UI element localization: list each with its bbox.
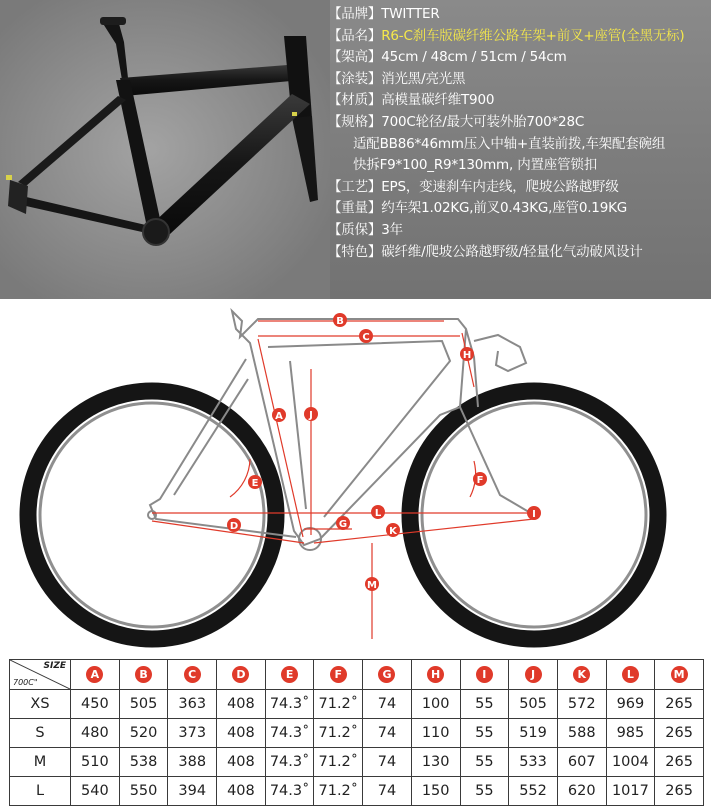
column-badge: C [184, 666, 201, 683]
spec-list [328, 4, 711, 263]
table-cell: 71.2˚ [314, 690, 363, 719]
table-cell: 74 [363, 719, 412, 748]
table-cell: 538 [119, 748, 168, 777]
spec-row [328, 69, 711, 91]
geometry-table [9, 659, 704, 806]
column-badge: F [330, 666, 347, 683]
spec-value: 45cm / 48cm / 51cm / 54cm [381, 49, 567, 66]
badge-e [248, 475, 262, 489]
table-cell: 74.3˚ [265, 748, 314, 777]
column-badge: D [232, 666, 249, 683]
wheel-size-label: 700C" [13, 678, 38, 687]
column-header-i [460, 660, 509, 690]
table-cell: 408 [217, 777, 266, 806]
table-row [10, 690, 704, 719]
badge-k [386, 523, 400, 537]
table-cell: 519 [509, 719, 558, 748]
badge-g-label: G [338, 519, 348, 530]
badge-i [527, 506, 541, 520]
spec-value: R6-C刹车版碳纤维公路车架+前叉+座管(全黑无标) [381, 27, 685, 44]
badge-c-label: C [362, 332, 370, 343]
column-badge: I [476, 666, 493, 683]
frame-outline [148, 311, 538, 550]
spec-row [328, 134, 711, 156]
spec-row [328, 26, 711, 48]
spec-row [328, 4, 711, 26]
spec-value: 适配BB86*46mm压入中轴+直装前拨,车架配套碗组 [353, 135, 666, 152]
table-cell: 265 [655, 748, 704, 777]
badge-h-label: H [462, 350, 472, 361]
spec-row [328, 177, 711, 199]
table-header-row [10, 660, 704, 690]
rear-wheel [28, 391, 276, 639]
table-cell: 1004 [606, 748, 655, 777]
table-cell: 55 [460, 777, 509, 806]
table-cell: 130 [411, 748, 460, 777]
badge-b [333, 313, 347, 327]
table-cell: 510 [71, 748, 120, 777]
table-cell: 74.3˚ [265, 690, 314, 719]
badge-a [272, 408, 286, 422]
badge-g [336, 516, 350, 530]
column-header-l [606, 660, 655, 690]
table-cell: 408 [217, 719, 266, 748]
badge-i-label: I [532, 509, 536, 520]
badge-m [365, 577, 379, 591]
spec-value: 约车架1.02KG,前叉0.43KG,座管0.19KG [381, 200, 628, 217]
badge-b-label: B [336, 316, 344, 327]
table-cell: 985 [606, 719, 655, 748]
spec-value: 700C轮径/最大可装外胎700*28C [381, 113, 585, 130]
spec-row [328, 198, 711, 220]
badge-d-label: D [229, 521, 239, 532]
table-cell: 520 [119, 719, 168, 748]
spec-value: 碳纤维/爬坡公路越野级/轻量化气动破风设计 [381, 243, 643, 260]
spec-row [328, 242, 711, 264]
spec-row [328, 220, 711, 242]
table-cell: 552 [509, 777, 558, 806]
column-badge: A [86, 666, 103, 683]
table-cell: 540 [71, 777, 120, 806]
size-cell: M [10, 748, 71, 777]
column-header-h [411, 660, 460, 690]
spec-value: 消光黑/亮光黑 [381, 70, 466, 87]
column-badge: K [573, 666, 590, 683]
size-cell: XS [10, 690, 71, 719]
spec-label: 【质保】 [328, 221, 382, 238]
badge-j-label: J [309, 410, 313, 421]
table-cell: 450 [71, 690, 120, 719]
badge-f [473, 472, 487, 486]
table-cell: 74.3˚ [265, 777, 314, 806]
table-cell: 55 [460, 690, 509, 719]
table-cell: 74 [363, 748, 412, 777]
badge-c [359, 329, 373, 343]
table-cell: 373 [168, 719, 217, 748]
table-row [10, 748, 704, 777]
column-badge: E [281, 666, 298, 683]
column-badge: M [671, 666, 688, 683]
table-cell: 1017 [606, 777, 655, 806]
table-cell: 408 [217, 748, 266, 777]
spec-value: EPS，变速刹车内走线，爬坡公路越野级 [381, 178, 619, 195]
column-header-a [71, 660, 120, 690]
column-badge: G [378, 666, 395, 683]
table-cell: 480 [71, 719, 120, 748]
spec-row [328, 47, 711, 69]
table-cell: 550 [119, 777, 168, 806]
spec-label: 【架高】 [328, 49, 382, 66]
column-header-d [217, 660, 266, 690]
badge-e-label: E [251, 478, 259, 489]
spec-row [328, 155, 711, 177]
table-cell: 265 [655, 777, 704, 806]
spec-label: 【特色】 [328, 243, 382, 260]
table-cell: 969 [606, 690, 655, 719]
table-cell: 74 [363, 777, 412, 806]
table-cell: 55 [460, 748, 509, 777]
badge-l [371, 505, 385, 519]
table-cell: 100 [411, 690, 460, 719]
badge-a-label: A [275, 411, 283, 422]
table-cell: 55 [460, 719, 509, 748]
table-cell: 588 [557, 719, 606, 748]
column-header-m [655, 660, 704, 690]
table-cell: 71.2˚ [314, 748, 363, 777]
spec-value: 3年 [381, 221, 403, 238]
table-cell: 110 [411, 719, 460, 748]
table-cell: 620 [557, 777, 606, 806]
product-banner [0, 0, 711, 299]
spec-value: TWITTER [381, 6, 440, 22]
column-badge: B [135, 666, 152, 683]
table-cell: 505 [509, 690, 558, 719]
table-cell: 505 [119, 690, 168, 719]
size-cell: L [10, 777, 71, 806]
spec-label: 【涂装】 [328, 70, 382, 87]
table-cell: 363 [168, 690, 217, 719]
badge-j [304, 407, 318, 421]
table-cell: 265 [655, 719, 704, 748]
table-row [10, 719, 704, 748]
geometry-diagram [0, 299, 711, 657]
table-cell: 394 [168, 777, 217, 806]
spec-label: 【品名】 [328, 27, 382, 44]
spec-value: 快拆F9*100_R9*130mm, 内置座管锁扣 [353, 157, 597, 174]
table-cell: 572 [557, 690, 606, 719]
column-header-f [314, 660, 363, 690]
frame-photo [0, 0, 330, 299]
table-cell: 74.3˚ [265, 719, 314, 748]
table-cell: 533 [509, 748, 558, 777]
column-badge: L [622, 666, 639, 683]
spec-row [328, 90, 711, 112]
table-cell: 150 [411, 777, 460, 806]
table-row [10, 777, 704, 806]
table-cell: 71.2˚ [314, 777, 363, 806]
spec-label: 【品牌】 [328, 6, 382, 22]
table-cell: 408 [217, 690, 266, 719]
table-cell: 607 [557, 748, 606, 777]
spec-label: 【材质】 [328, 92, 382, 109]
spec-label: 【工艺】 [328, 178, 382, 195]
table-corner-cell [10, 660, 71, 690]
size-label: SIZE [43, 661, 66, 671]
spec-row [328, 112, 711, 134]
column-badge: J [525, 666, 542, 683]
spec-label: 【规格】 [328, 113, 382, 130]
badge-h [460, 347, 474, 361]
column-header-b [119, 660, 168, 690]
column-badge: H [427, 666, 444, 683]
table-cell: 265 [655, 690, 704, 719]
column-header-j [509, 660, 558, 690]
spec-value: 高模量碳纤维T900 [381, 92, 495, 109]
column-header-g [363, 660, 412, 690]
table-cell: 71.2˚ [314, 719, 363, 748]
table-body [10, 690, 704, 806]
badge-d [227, 518, 241, 532]
column-header-c [168, 660, 217, 690]
table-cell: 388 [168, 748, 217, 777]
column-header-e [265, 660, 314, 690]
spec-label: 【重量】 [328, 200, 382, 217]
badge-f-label: F [476, 475, 484, 486]
table-cell: 74 [363, 690, 412, 719]
column-header-k [557, 660, 606, 690]
size-cell: S [10, 719, 71, 748]
badge-l-label: L [374, 508, 382, 519]
badge-k-label: K [389, 526, 397, 537]
badge-m-label: M [367, 580, 377, 591]
